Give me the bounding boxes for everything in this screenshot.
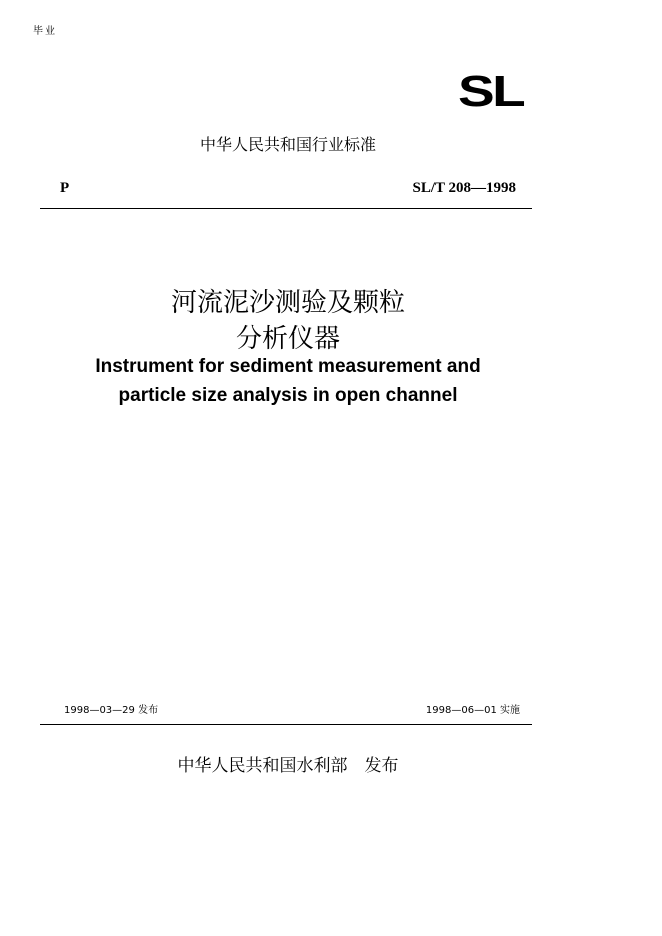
top-divider xyxy=(40,208,532,209)
classification-code: P xyxy=(60,180,70,196)
title-chinese-line2: 分析仪器 xyxy=(235,324,340,354)
standard-type: 中华人民共和国行业标准 xyxy=(199,135,376,154)
standard-number: SL/T 208—1998 xyxy=(412,180,516,196)
title-chinese-line1: 河流泥沙测验及颗粒 xyxy=(170,288,405,318)
publisher: 中华人民共和国水利部 发布 xyxy=(177,756,399,776)
issue-date: 1998—03—29 发布 xyxy=(64,705,159,716)
corner-mark: 毕业 xyxy=(33,26,57,37)
implementation-date: 1998—06—01 实施 xyxy=(425,705,520,716)
title-english-line1: Instrument for sediment measurement and xyxy=(95,356,481,377)
title-english-line2: particle size analysis in open channel xyxy=(118,385,458,406)
sl-logo: SL xyxy=(458,67,524,116)
bottom-divider xyxy=(40,724,532,725)
